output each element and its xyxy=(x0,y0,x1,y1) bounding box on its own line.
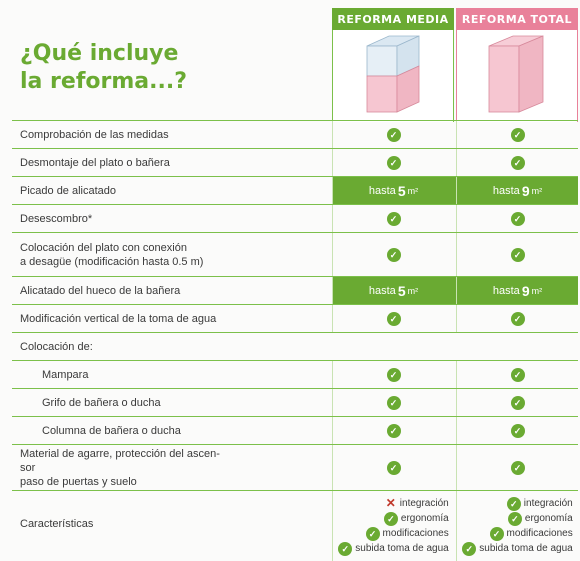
row-label: Mampara xyxy=(42,369,89,381)
check-icon: ✓ xyxy=(490,527,504,541)
table-row xyxy=(12,490,578,560)
cell-total xyxy=(456,205,578,233)
row-label: Características xyxy=(20,518,94,530)
table-row xyxy=(12,304,578,332)
check-icon: ✓ xyxy=(387,128,401,142)
row-label: Desescombro* xyxy=(20,213,93,225)
feature-text: ergonomía xyxy=(524,513,573,524)
cell-total xyxy=(456,491,578,561)
feature-text: modificaciones xyxy=(506,528,573,539)
page-title xyxy=(20,40,187,96)
check-icon: ✓ xyxy=(387,212,401,226)
cell-total xyxy=(456,177,578,205)
cell-total xyxy=(456,361,578,389)
row-label xyxy=(20,445,220,491)
row-label: Comprobación de las medidas xyxy=(20,129,169,141)
quantity-unit: m² xyxy=(407,286,419,296)
check-icon: ✓ xyxy=(387,461,401,475)
cell-media xyxy=(332,389,454,417)
cell-media xyxy=(332,491,454,561)
feature-item xyxy=(338,541,448,556)
check-icon: ✓ xyxy=(511,424,525,438)
cell-total xyxy=(456,417,578,445)
cell-media xyxy=(332,277,454,305)
feature-item xyxy=(366,526,449,541)
table-row xyxy=(12,276,578,304)
check-icon: ✓ xyxy=(511,396,525,410)
column-header-media: REFORMA MEDIA xyxy=(332,8,454,30)
cell-media xyxy=(332,361,454,389)
row-label xyxy=(20,233,203,277)
row-label-line-1: Material de agarre, protección del ascen- xyxy=(20,448,220,460)
quantity-unit: m² xyxy=(531,186,543,196)
cross-icon: ✕ xyxy=(385,496,396,510)
feature-item xyxy=(490,526,573,541)
check-icon: ✓ xyxy=(387,424,401,438)
bathtub-total-illustration xyxy=(456,30,578,122)
check-icon: ✓ xyxy=(508,512,522,526)
check-icon: ✓ xyxy=(366,527,380,541)
quantity-value: 9 xyxy=(521,183,530,199)
bathtub-media-illustration xyxy=(332,30,454,122)
check-icon: ✓ xyxy=(387,312,401,326)
check-icon: ✓ xyxy=(507,497,521,511)
table-row xyxy=(12,176,578,204)
feature-text: subida toma de agua xyxy=(355,543,449,554)
title-line-2: la reforma...? xyxy=(20,69,187,94)
cell-media xyxy=(332,205,454,233)
table-row xyxy=(12,416,578,444)
feature-item xyxy=(508,511,573,526)
check-icon: ✓ xyxy=(511,128,525,142)
check-icon: ✓ xyxy=(387,396,401,410)
check-icon: ✓ xyxy=(511,248,525,262)
check-icon: ✓ xyxy=(338,542,352,556)
cell-total xyxy=(456,233,578,277)
feature-list-total xyxy=(462,496,572,556)
cell-total xyxy=(456,305,578,333)
row-label: Alicatado del hueco de la bañera xyxy=(20,285,181,297)
row-label: Picado de alicatado xyxy=(20,185,117,197)
row-label: Columna de bañera o ducha xyxy=(42,425,181,437)
table-row xyxy=(12,120,578,148)
feature-list-media xyxy=(338,496,448,556)
cell-media xyxy=(332,417,454,445)
cell-total xyxy=(456,149,578,177)
feature-item xyxy=(385,496,449,511)
check-icon: ✓ xyxy=(511,156,525,170)
row-label: Desmontaje del plato o bañera xyxy=(20,157,170,169)
feature-text: integración xyxy=(523,498,573,509)
cell-total xyxy=(456,277,578,305)
check-icon: ✓ xyxy=(511,212,525,226)
feature-text: ergonomía xyxy=(400,513,449,524)
cell-media xyxy=(332,121,454,149)
table-row xyxy=(12,360,578,388)
quantity-prefix: hasta xyxy=(492,285,520,297)
cell-media xyxy=(332,149,454,177)
table-row xyxy=(12,388,578,416)
row-label: Grifo de bañera o ducha xyxy=(42,397,161,409)
table-row xyxy=(12,444,578,490)
check-icon: ✓ xyxy=(462,542,476,556)
cell-total xyxy=(456,389,578,417)
feature-item xyxy=(462,541,572,556)
row-label-line-3: paso de puertas y suelo xyxy=(20,476,137,488)
quantity-prefix: hasta xyxy=(368,285,396,297)
check-icon: ✓ xyxy=(511,368,525,382)
cell-media xyxy=(332,305,454,333)
row-label: Colocación de: xyxy=(20,341,93,353)
section-row xyxy=(12,332,578,360)
quantity-value: 5 xyxy=(397,283,406,299)
feature-text: subida toma de agua xyxy=(479,543,573,554)
check-icon: ✓ xyxy=(387,248,401,262)
title-line-1: ¿Qué incluye xyxy=(20,41,179,66)
quantity-value: 9 xyxy=(521,283,530,299)
row-label-line-2: a desagüe (modificación hasta 0.5 m) xyxy=(20,256,204,268)
check-icon: ✓ xyxy=(387,156,401,170)
check-icon: ✓ xyxy=(384,512,398,526)
feature-item xyxy=(507,496,573,511)
quantity-prefix: hasta xyxy=(368,185,396,197)
column-header-total: REFORMA TOTAL xyxy=(456,8,578,30)
cell-total xyxy=(456,445,578,491)
table-row xyxy=(12,232,578,276)
row-label: Modificación vertical de la toma de agua xyxy=(20,313,217,325)
quantity-prefix: hasta xyxy=(492,185,520,197)
row-label-line-2: sor xyxy=(20,462,36,474)
check-icon: ✓ xyxy=(511,312,525,326)
cell-media xyxy=(332,177,454,205)
quantity-unit: m² xyxy=(531,286,543,296)
feature-text: integración xyxy=(399,498,449,509)
check-icon: ✓ xyxy=(387,368,401,382)
table-row xyxy=(12,148,578,176)
cell-total xyxy=(456,121,578,149)
feature-item xyxy=(384,511,449,526)
quantity-unit: m² xyxy=(407,186,419,196)
feature-text: modificaciones xyxy=(382,528,449,539)
quantity-value: 5 xyxy=(397,183,406,199)
cell-media xyxy=(332,445,454,491)
row-label-line-1: Colocación del plato con conexión xyxy=(20,242,187,254)
table-row xyxy=(12,204,578,232)
cell-media xyxy=(332,233,454,277)
check-icon: ✓ xyxy=(511,461,525,475)
